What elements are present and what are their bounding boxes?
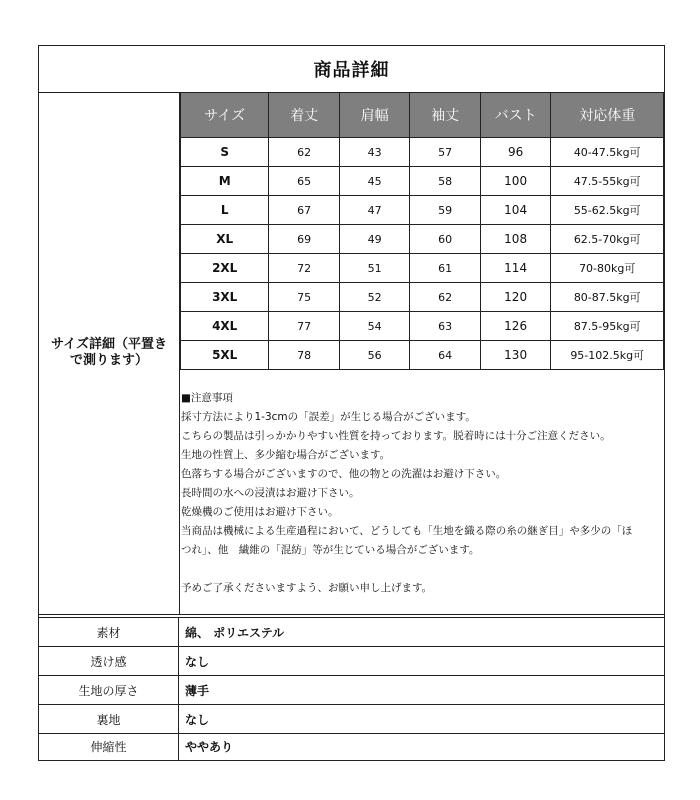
cell-sleeve: 63 [410, 312, 480, 341]
attribute-label: 伸縮性 [39, 732, 179, 760]
cell-size: L [181, 196, 269, 225]
attribute-value: 薄手 [185, 683, 210, 698]
attribute-row-lining [39, 705, 664, 733]
cell-weight: 55-62.5kg可 [551, 196, 664, 225]
table-row [181, 138, 664, 167]
cell-bust: 130 [480, 341, 551, 370]
cell-shoulder: 52 [339, 283, 409, 312]
cell-shoulder: 54 [339, 312, 409, 341]
notes-line: 長時間の水への浸漬はお避け下さい。 [181, 487, 360, 499]
cell-length: 67 [269, 196, 339, 225]
attribute-value: 綿、 ポリエステル [185, 625, 285, 640]
cell-length: 65 [269, 167, 339, 196]
cell-sleeve: 60 [410, 225, 480, 254]
notes-line: 生地の性質上、多少縮む場合がございます。 [181, 449, 391, 461]
size-section-label-text: サイズ詳細（平置きで測ります） [51, 337, 167, 368]
cell-bust: 120 [480, 283, 551, 312]
table-row [181, 312, 664, 341]
attribute-label: 生地の厚さ [39, 676, 179, 704]
size-table-header-row [181, 93, 664, 138]
cell-length: 62 [269, 138, 339, 167]
cell-bust: 108 [480, 225, 551, 254]
cell-bust: 96 [480, 138, 551, 167]
size-table [180, 92, 664, 370]
cell-size: 2XL [181, 254, 269, 283]
cell-bust: 114 [480, 254, 551, 283]
header-weight: 対応体重 [551, 93, 664, 138]
cell-shoulder: 49 [339, 225, 409, 254]
cell-length: 69 [269, 225, 339, 254]
cell-shoulder: 56 [339, 341, 409, 370]
header-bust: バスト [480, 93, 551, 138]
cell-weight: 80-87.5kg可 [551, 283, 664, 312]
cell-weight: 87.5-95kg可 [551, 312, 664, 341]
notes-line: 色落ちする場合がございますので、他の物との洗濯はお避け下さい。 [181, 468, 507, 480]
cell-weight: 40-47.5kg可 [551, 138, 664, 167]
section-divider [39, 614, 664, 615]
cell-weight: 70-80kg可 [551, 254, 664, 283]
cell-size: 5XL [181, 341, 269, 370]
cell-bust: 104 [480, 196, 551, 225]
notes-line: 当商品は機械による生産過程において、どうしても「生地を織る際の糸の継ぎ目」や多少の「ほ [181, 525, 633, 537]
cell-length: 77 [269, 312, 339, 341]
cell-size: M [181, 167, 269, 196]
table-row [181, 341, 664, 370]
notes-closing: 予めご了承くださいますよう、お願い申し上げます。 [181, 582, 433, 594]
notes-heading: ■注意事項 [181, 392, 233, 404]
attribute-label: 素材 [39, 618, 179, 646]
page-title: 商品詳細 [39, 46, 664, 93]
cell-sleeve: 62 [410, 283, 480, 312]
cell-shoulder: 51 [339, 254, 409, 283]
cell-bust: 126 [480, 312, 551, 341]
cell-sleeve: 61 [410, 254, 480, 283]
header-length: 着丈 [269, 93, 339, 138]
attribute-row-stretch [39, 732, 664, 760]
cell-sleeve: 64 [410, 341, 480, 370]
cell-size: XL [181, 225, 269, 254]
cell-weight: 95-102.5kg可 [551, 341, 664, 370]
attribute-label: 裏地 [39, 705, 179, 733]
header-size: サイズ [181, 93, 269, 138]
table-row [181, 167, 664, 196]
attribute-value: なし [185, 712, 210, 727]
header-shoulder: 肩幅 [339, 93, 409, 138]
notes-line: 乾燥機のご使用はお避け下さい。 [181, 506, 339, 518]
cell-weight: 47.5-55kg可 [551, 167, 664, 196]
cell-weight: 62.5-70kg可 [551, 225, 664, 254]
cell-length: 75 [269, 283, 339, 312]
table-row [181, 254, 664, 283]
attribute-row-sheerness [39, 647, 664, 675]
table-row [181, 225, 664, 254]
cell-bust: 100 [480, 167, 551, 196]
attribute-row-material [39, 618, 664, 646]
cell-size: 3XL [181, 283, 269, 312]
notes-section [181, 382, 661, 598]
table-row [181, 283, 664, 312]
cell-sleeve: 58 [410, 167, 480, 196]
notes-line: 採寸方法により1-3cmの「誤差」が生じる場合がございます。 [181, 411, 476, 423]
table-row [181, 196, 664, 225]
cell-sleeve: 57 [410, 138, 480, 167]
attribute-row-thickness [39, 676, 664, 704]
attribute-value: なし [185, 654, 210, 669]
cell-shoulder: 47 [339, 196, 409, 225]
cell-sleeve: 59 [410, 196, 480, 225]
product-detail-sheet [38, 45, 665, 761]
cell-size: 4XL [181, 312, 269, 341]
notes-line: つれ」、他 繊維の「混紡」等が生じている場合がございます。 [181, 544, 480, 556]
cell-size: S [181, 138, 269, 167]
cell-shoulder: 45 [339, 167, 409, 196]
attribute-value: ややあり [185, 739, 234, 754]
cell-length: 72 [269, 254, 339, 283]
size-section-label [39, 92, 180, 614]
cell-shoulder: 43 [339, 138, 409, 167]
notes-spacer [181, 560, 661, 579]
header-sleeve: 袖丈 [410, 93, 480, 138]
attribute-label: 透け感 [39, 647, 179, 675]
notes-line: こちらの製品は引っかかりやすい性質を持っております。脱着時には十分ご注意ください。 [181, 430, 611, 442]
cell-length: 78 [269, 341, 339, 370]
